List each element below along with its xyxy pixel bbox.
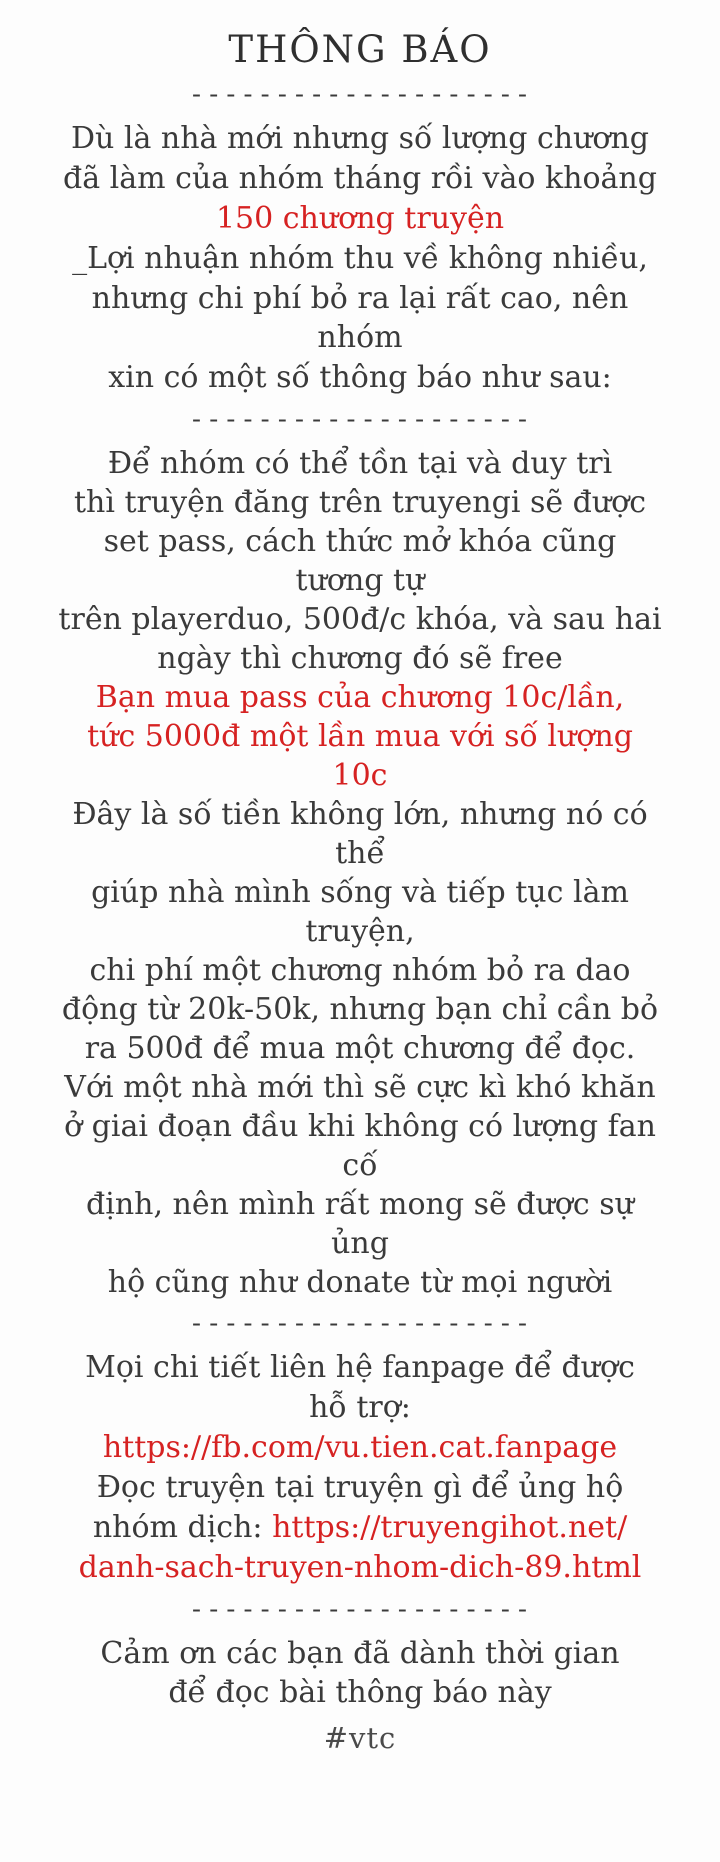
pass-highlight-2: tức 5000đ một lần mua với số lượng 10c: [87, 719, 633, 794]
divider-3: - - - - - - - - - - - - - - - - - - - -: [192, 1308, 528, 1338]
pass-line-9: động từ 20k-50k, nhưng bạn chỉ cần bỏ: [61, 992, 659, 1028]
pass-line-14: hộ cũng như donate từ mọi người: [107, 1265, 613, 1301]
pass-line-7: giúp nhà mình sống và tiếp tục làm truyện,: [91, 875, 629, 950]
intro-line-4: nhưng chi phí bỏ ra lại rất cao, nên nhóm: [91, 280, 629, 356]
divider-4: - - - - - - - - - - - - - - - - - - - -: [192, 1593, 528, 1623]
pass-line-6: Đây là số tiền không lớn, nhưng nó có thể: [72, 797, 648, 872]
pass-line-2: thì truyện đăng trên truyengi sẽ được: [73, 485, 647, 521]
contact-line-2: [58, 1388, 662, 1468]
pass-highlight-1: Bạn mua pass của chương 10c/lần,: [95, 680, 625, 716]
divider-2: - - - - - - - - - - - - - - - - - - - -: [192, 404, 528, 434]
intro-line-1: Dù là nhà mới nhưng số lượng chương: [70, 121, 649, 156]
contact-paragraph: [58, 1348, 662, 1587]
site-link-part-1[interactable]: https://truyengihot.net/: [272, 1509, 628, 1545]
thanks-line-1: Cảm ơn các bạn đã dành thời gian: [100, 1635, 620, 1671]
pass-line-10: ra 500đ để mua một chương để đọc.: [84, 1031, 636, 1067]
divider-1: - - - - - - - - - - - - - - - - - - - -: [192, 79, 528, 108]
contact-line-4: [58, 1508, 662, 1548]
intro-paragraph: [58, 119, 662, 398]
hashtag: #vtc: [323, 1721, 397, 1756]
pass-line-8: chi phí một chương nhóm bỏ ra dao: [89, 953, 631, 989]
site-link-part-2[interactable]: danh-sach-truyen-nhom-dich-89.html: [78, 1549, 642, 1585]
thanks-paragraph: [100, 1634, 619, 1714]
pass-line-13: định, nên mình rất mong sẽ được sự ủng: [86, 1187, 634, 1262]
intro-line-5: xin có một số thông báo như sau:: [108, 360, 612, 396]
fanpage-link[interactable]: https://fb.com/vu.tien.cat.fanpage: [102, 1430, 618, 1466]
pass-line-11: Với một nhà mới thì sẽ cực kì khó khăn: [64, 1070, 656, 1106]
contact-line-2-prefix: hỗ trợ:: [309, 1390, 411, 1426]
pass-info-paragraph: [58, 444, 662, 1302]
intro-line-2: đã làm của nhóm tháng rồi vào khoảng: [63, 160, 657, 196]
page-title: THÔNG BÁO: [228, 28, 492, 71]
thanks-line-2: để đọc bài thông báo này: [168, 1675, 552, 1711]
pass-line-3: set pass, cách thức mở khóa cũng tương tự: [103, 524, 617, 599]
contact-line-1: Mọi chi tiết liên hệ fanpage để được: [85, 1350, 635, 1386]
intro-line-3: _Lợi nhuận nhóm thu về không nhiều,: [72, 240, 648, 276]
pass-line-12: ở giai đoạn đầu khi không có lượng fan cố: [64, 1109, 656, 1184]
pass-line-4: trên playerduo, 500đ/c khóa, và sau hai: [58, 602, 662, 638]
pass-line-1: Để nhóm có thể tồn tại và duy trì: [107, 446, 613, 482]
contact-line-4-prefix: nhóm dịch:: [92, 1509, 273, 1545]
intro-highlight: 150 chương truyện: [215, 200, 505, 236]
pass-line-5: ngày thì chương đó sẽ free: [157, 641, 563, 677]
contact-line-3: Đọc truyện tại truyện gì để ủng hộ: [96, 1469, 624, 1505]
